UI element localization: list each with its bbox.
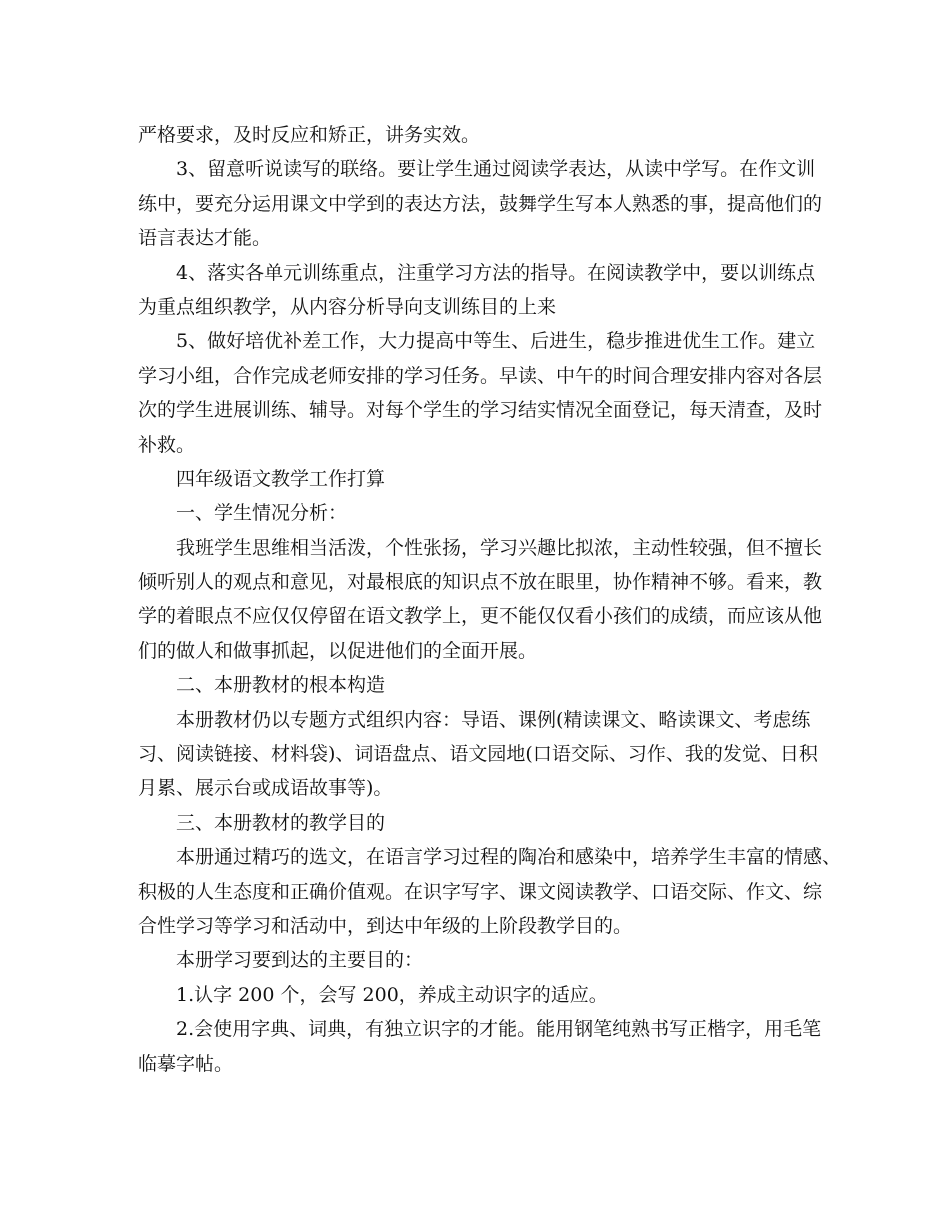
paragraph-line: 习、阅读链接、材料袋)、词语盘点、语文园地(口语交际、习作、我的发觉、日积	[138, 743, 818, 766]
section-heading: 一、学生情况分析：	[176, 502, 348, 525]
paragraph-line: 语言表达才能。	[138, 227, 272, 250]
document-body	[138, 118, 842, 1081]
paragraph-line: 学习小组，合作完成老师安排的学习任务。早读、中午的时间合理安排内容对各层	[138, 364, 823, 387]
paragraph-line: 本册学习要到达的主要目的：	[176, 949, 424, 972]
paragraph-line: 月累、展示台或成语故事等)。	[138, 777, 393, 800]
paragraph-line: 学的着眼点不应仅仅停留在语文教学上，更不能仅仅看小孩们的成绩，而应该从他	[138, 605, 823, 628]
paragraph-line: 5、做好培优补差工作，大力提高中等生、后进生，稳步推进优生工作。建立	[176, 330, 816, 353]
paragraph-line: 为重点组织教学，从内容分析导向支训练目的上来	[138, 295, 557, 318]
paragraph-line: 们的做人和做事抓起，以促进他们的全面开展。	[138, 639, 538, 662]
paragraph-line: 次的学生进展训练、辅导。对每个学生的学习结实情况全面登记，每天清查，及时	[138, 399, 823, 422]
list-item: 2.会使用字典、词典，有独立识字的才能。能用钢笔纯熟书写正楷字，用毛笔	[176, 1018, 822, 1041]
paragraph-line: 倾听别人的观点和意见，对最根底的知识点不放在眼里，协作精神不够。看来，教	[138, 571, 823, 594]
paragraph-line: 本册通过精巧的选文，在语言学习过程的陶冶和感染中，培养学生丰富的情感、	[176, 846, 842, 869]
section-heading: 二、本册教材的根本构造	[176, 674, 386, 697]
paragraph-line: 临摹字帖。	[138, 1052, 234, 1075]
paragraph-line: 合性学习等学习和活动中，到达中年级的上阶段教学目的。	[138, 914, 633, 937]
paragraph-line: 补救。	[138, 433, 196, 456]
paragraph-line: 我班学生思维相当活泼，个性张扬，学习兴趣比拟浓，主动性较强，但不擅长	[176, 536, 823, 559]
paragraph-line: 练中，要充分运用课文中学到的表达方法，鼓舞学生写本人熟悉的事，提高他们的	[138, 192, 823, 215]
section-heading: 四年级语文教学工作打算	[176, 467, 386, 490]
paragraph-line: 3、留意听说读写的联络。要让学生通过阅读学表达，从读中学写。在作文训	[176, 158, 816, 181]
paragraph-line: 4、落实各单元训练重点，注重学习方法的指导。在阅读教学中，要以训练点	[176, 261, 816, 284]
paragraph-line: 积极的人生态度和正确价值观。在识字写字、课文阅读教学、口语交际、作文、综	[138, 880, 823, 903]
section-heading: 三、本册教材的教学目的	[176, 811, 386, 834]
list-item: 1.认字 200 个，会写 200，养成主动识字的适应。	[176, 983, 608, 1006]
paragraph-line: 严格要求，及时反应和矫正，讲务实效。	[138, 124, 481, 146]
paragraph-line: 本册教材仍以专题方式组织内容：导语、课例(精读课文、略读课文、考虑练	[176, 708, 811, 731]
